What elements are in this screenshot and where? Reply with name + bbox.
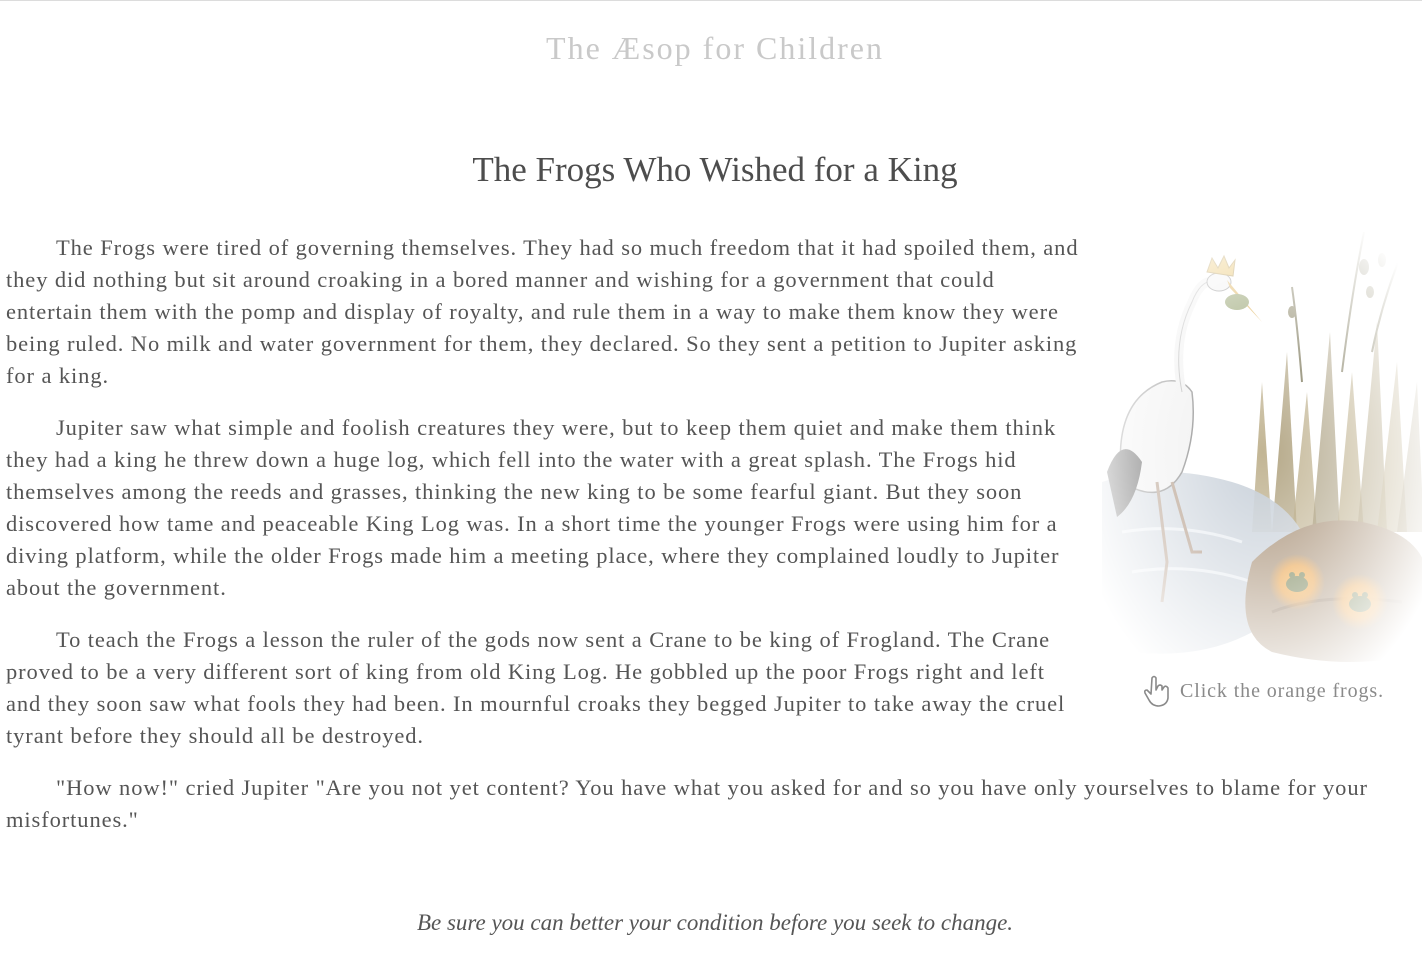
fable-moral: Be sure you can better your condition before you seek to change.: [416, 910, 1014, 935]
paragraph-2: Jupiter saw what simple and foolish creatures they were, but to keep them quiet and make them think they had a king he threw down a huge log, which fell into the water with a great splash. The Frogs hid themselves among the reeds and grasses, thinking the new king to be some fearful giant. But they soon discovered how tame and peaceable King Log was. In a short time the younger Frogs were using him for a diving platform, while the older Frogs made him a meeting place, where they complained loudly to Jupiter about the government.: [6, 415, 1060, 600]
illustration-art: [1102, 232, 1422, 672]
paragraph-3: To teach the Frogs a lesson the ruler of the gods now sent a Crane to be king of Frogland. The Crane proved to be a very different sort of king from old King Log. He gobbled up the poor Frogs right and left and they soon saw what fools they had been. In mournful croaks they begged Jupiter to take away the cruel tyrant before they should all be destroyed.: [6, 627, 1066, 748]
fable-text: [6, 232, 1386, 856]
illustration-caption: [1142, 674, 1384, 708]
book-title: The Æsop for Children: [546, 30, 884, 66]
paragraph-1: The Frogs were tired of governing themselves. They had so much freedom that it had spoiled them, and they did nothing but sit around croaking in a bored manner and wishing for a government that could entertain them with the pomp and display of royalty, and rule them in a way to make them know they were being ruled. No milk and water government for them, they declared. So they sent a petition to Jupiter asking for a king.: [6, 235, 1079, 388]
caption-text: Click the orange frogs.: [1180, 680, 1384, 702]
paragraph-4: "How now!" cried Jupiter "Are you not yet content? You have what you asked for and so you have only yourselves to blame for your misfortunes.": [6, 775, 1368, 832]
top-rule: [0, 0, 1422, 1]
fable-title: The Frogs Who Wished for a King: [472, 150, 958, 189]
crane-frogs-illustration: [1102, 232, 1422, 722]
pointing-hand-icon: [1142, 674, 1172, 708]
